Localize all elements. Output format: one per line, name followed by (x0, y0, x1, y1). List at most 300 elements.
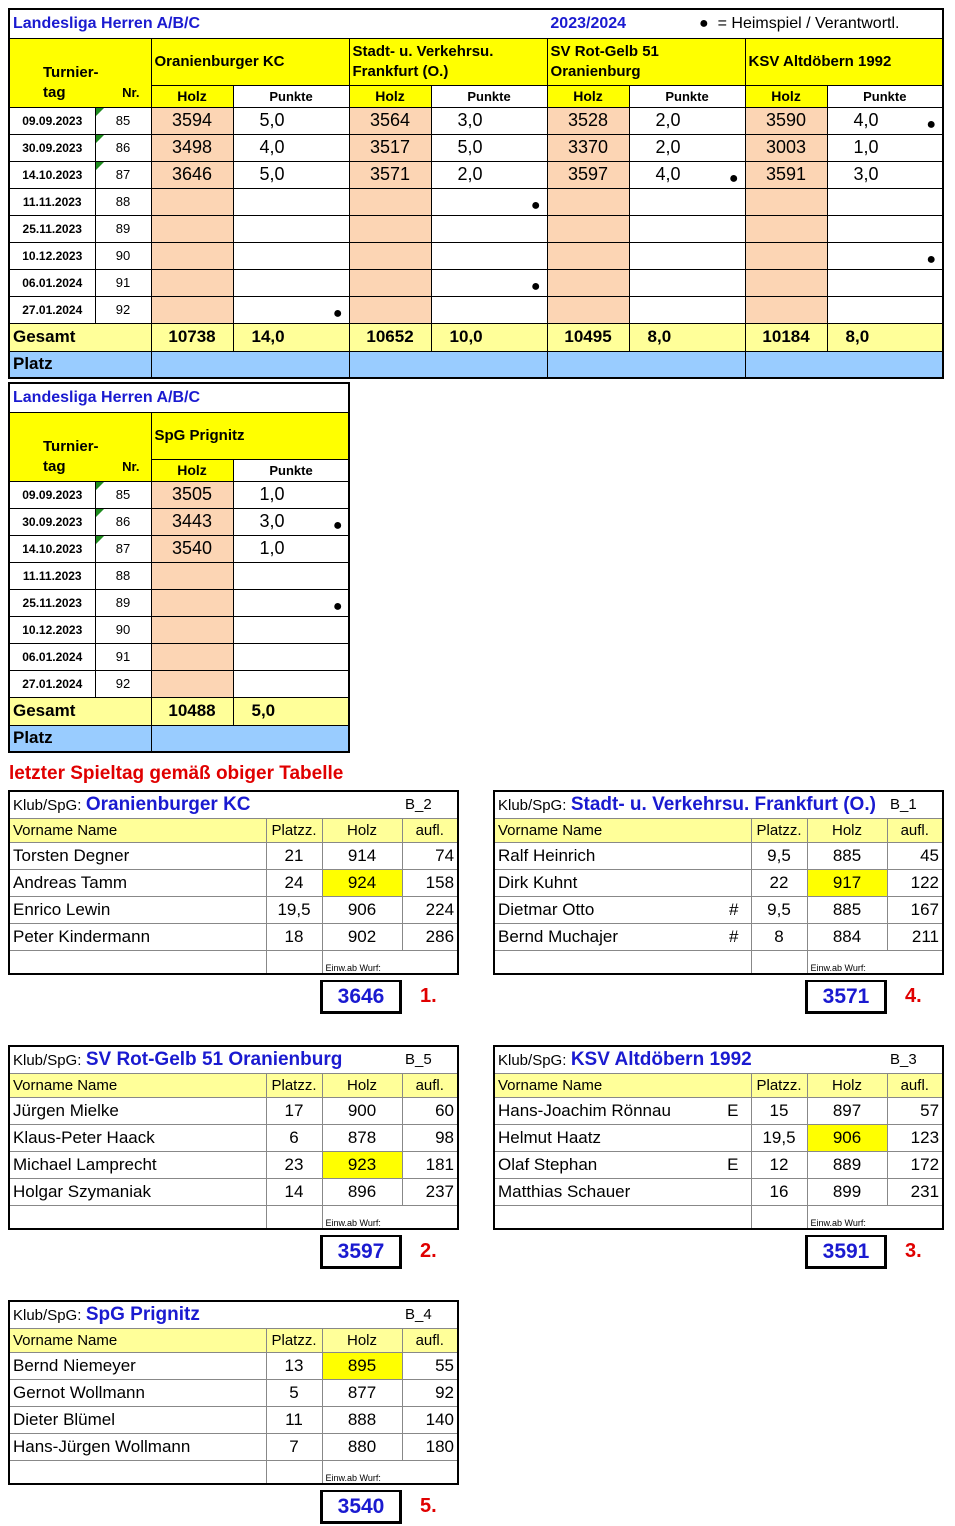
name-header: Vorname Name (9, 1328, 266, 1352)
tag-label: tag (43, 83, 66, 101)
empty-cell (9, 1205, 266, 1229)
punkte-cell (431, 215, 547, 242)
platzz-header: Platzz. (266, 818, 322, 842)
player-row (9, 1379, 458, 1406)
player-name-cell (9, 1433, 266, 1460)
player-holz: 899 (807, 1178, 887, 1205)
tag-label: tag (43, 457, 66, 475)
team-rank: 3. (905, 1240, 922, 1262)
player-name-cell (9, 869, 266, 896)
player-holz: 878 (322, 1124, 402, 1151)
club-name: KSV Altdöbern 1992 (570, 1048, 752, 1070)
name-header: Vorname Name (9, 818, 266, 842)
match-date: 25.11.2023 (9, 215, 95, 242)
holz-cell (151, 643, 233, 670)
match-date: 30.09.2023 (9, 134, 95, 161)
holz-cell (151, 562, 233, 589)
player-name-cell (494, 1124, 751, 1151)
player-aufl: 180 (402, 1433, 458, 1460)
einw-label: Einw.ab Wurf: (807, 1205, 943, 1229)
team-lineup (8, 790, 459, 975)
player-row (494, 842, 943, 869)
match-row (9, 535, 349, 562)
punkte-cell (233, 269, 349, 296)
total-holz: 10738 (151, 323, 233, 351)
match-date: 27.01.2024 (9, 296, 95, 323)
player-mark: # (729, 926, 739, 946)
holz-cell: 3540 (151, 535, 233, 562)
team-rank: 1. (420, 985, 437, 1007)
player-name: Andreas Tamm (13, 872, 128, 892)
match-nr-value: 89 (115, 595, 131, 610)
player-name: Hans-Jürgen Wollmann (13, 1436, 191, 1456)
player-platz: 17 (266, 1097, 322, 1124)
match-date: 27.01.2024 (9, 670, 95, 697)
player-platz: 13 (266, 1352, 322, 1379)
player-name-cell (494, 923, 751, 950)
comment-indicator (96, 135, 104, 143)
punkte-cell (233, 589, 349, 616)
player-aufl: 167 (887, 896, 943, 923)
team-name: SV Rot-Gelb 51 (550, 42, 659, 60)
player-holz: 895 (322, 1352, 402, 1379)
punkte-cell (233, 508, 349, 535)
holz-cell: 3594 (151, 107, 233, 134)
holz-cell (547, 242, 629, 269)
einw-label: Einw.ab Wurf: (807, 950, 943, 974)
player-name-cell (494, 1097, 751, 1124)
punkte-value: 2,0 (457, 164, 483, 184)
club-header (9, 791, 458, 818)
match-row (9, 508, 349, 535)
player-platz: 24 (266, 869, 322, 896)
team-name: Oranienburger KC (154, 52, 285, 70)
punkte-value: 5,0 (259, 164, 285, 184)
league-title: Landesliga Herren A/B/C (13, 388, 201, 406)
holz-cell: 3597 (547, 161, 629, 188)
match-row (9, 107, 943, 134)
player-name: Matthias Schauer (498, 1181, 631, 1201)
club-id: B_4 (405, 1306, 432, 1323)
club-name: Oranienburger KC (85, 793, 251, 815)
team-name: KSV Altdöbern 1992 (748, 52, 892, 70)
player-name: Torsten Degner (13, 845, 130, 865)
player-row (494, 923, 943, 950)
match-nr (95, 481, 151, 508)
punkte-cell (629, 188, 745, 215)
match-nr (95, 670, 151, 697)
club-prefix: Klub/SpG: (13, 796, 82, 814)
punkte-cell (233, 562, 349, 589)
player-aufl: 286 (402, 923, 458, 950)
player-platz: 8 (751, 923, 807, 950)
holz-cell: 3564 (349, 107, 431, 134)
platz-cell (745, 351, 943, 378)
player-platz: 9,5 (751, 896, 807, 923)
comment-indicator (96, 108, 104, 116)
player-aufl: 224 (402, 896, 458, 923)
match-nr-value: 87 (115, 167, 131, 182)
player-aufl: 45 (887, 842, 943, 869)
player-platz: 7 (266, 1433, 322, 1460)
holz-cell: 3517 (349, 134, 431, 161)
punkte-cell (233, 134, 349, 161)
comment-indicator (96, 509, 104, 517)
home-game-dot: ● (926, 115, 937, 133)
player-platz: 14 (266, 1178, 322, 1205)
match-date: 14.10.2023 (9, 161, 95, 188)
holz-cell (547, 188, 629, 215)
punkte-value: 1,0 (853, 137, 879, 157)
platzz-header: Platzz. (266, 1328, 322, 1352)
empty-cell (494, 1205, 751, 1229)
match-nr-value: 86 (115, 140, 131, 155)
club-id: B_1 (890, 796, 917, 813)
match-date: 11.11.2023 (9, 562, 95, 589)
punkte-cell (827, 269, 943, 296)
punkte-cell (629, 215, 745, 242)
empty-cell (751, 1205, 807, 1229)
holz-cell (745, 215, 827, 242)
holz-header: Holz (322, 818, 402, 842)
punkte-cell (233, 643, 349, 670)
player-holz: 914 (322, 842, 402, 869)
player-holz: 902 (322, 923, 402, 950)
player-aufl: 74 (402, 842, 458, 869)
match-date: 06.01.2024 (9, 643, 95, 670)
match-nr (95, 269, 151, 296)
punkte-header: Punkte (233, 85, 349, 107)
punkte-cell (233, 242, 349, 269)
player-platz: 15 (751, 1097, 807, 1124)
league-title: Landesliga Herren A/B/C (13, 14, 201, 32)
punkte-header: Punkte (431, 85, 547, 107)
player-name: Peter Kindermann (13, 926, 151, 946)
total-punkte: 8,0 (629, 323, 745, 351)
holz-cell (547, 269, 629, 296)
club-header (9, 1046, 458, 1073)
holz-cell (547, 215, 629, 242)
player-name-cell (9, 923, 266, 950)
player-aufl: 140 (402, 1406, 458, 1433)
match-nr-value: 90 (115, 248, 131, 263)
gesamt-label: Gesamt (9, 697, 151, 725)
holz-cell (349, 242, 431, 269)
aufl-header: aufl. (887, 818, 943, 842)
holz-header: Holz (349, 85, 431, 107)
punkte-cell (827, 215, 943, 242)
match-date: 14.10.2023 (9, 535, 95, 562)
player-holz: 884 (807, 923, 887, 950)
player-row (9, 1151, 458, 1178)
player-holz: 906 (322, 896, 402, 923)
match-nr-value: 92 (115, 676, 131, 691)
holz-header: Holz (322, 1073, 402, 1097)
punkte-cell (233, 107, 349, 134)
holz-cell: 3443 (151, 508, 233, 535)
punkte-value: 3,0 (259, 511, 285, 531)
match-row (9, 481, 349, 508)
total-punkte: 8,0 (827, 323, 943, 351)
player-platz: 6 (266, 1124, 322, 1151)
match-date: 06.01.2024 (9, 269, 95, 296)
player-row (9, 896, 458, 923)
player-holz: 889 (807, 1151, 887, 1178)
holz-cell (151, 242, 233, 269)
holz-cell (745, 188, 827, 215)
punkte-cell (233, 616, 349, 643)
match-date: 10.12.2023 (9, 242, 95, 269)
team-rank: 2. (420, 1240, 437, 1262)
punkte-cell (629, 242, 745, 269)
holz-header: Holz (322, 1328, 402, 1352)
player-name-cell (494, 896, 751, 923)
einw-label: Einw.ab Wurf: (322, 1460, 458, 1484)
empty-cell (9, 1460, 266, 1484)
holz-cell (349, 269, 431, 296)
player-aufl: 237 (402, 1178, 458, 1205)
total-holz: 10495 (547, 323, 629, 351)
player-row (9, 1178, 458, 1205)
turnier-label: Turnier- (43, 63, 99, 81)
punkte-cell (233, 481, 349, 508)
player-name-cell (9, 1097, 266, 1124)
total-row (9, 323, 943, 351)
match-nr-value: 90 (115, 622, 131, 637)
match-row (9, 643, 349, 670)
player-name: Bernd Muchajer (498, 926, 619, 946)
team-total: 3597 (320, 1235, 402, 1269)
player-holz: 880 (322, 1433, 402, 1460)
platzz-header: Platzz. (751, 1073, 807, 1097)
player-aufl: 55 (402, 1352, 458, 1379)
home-game-dot: ● (332, 304, 343, 322)
match-row (9, 616, 349, 643)
punkte-cell (827, 296, 943, 323)
player-holz: 900 (322, 1097, 402, 1124)
platz-label: Platz (9, 351, 151, 378)
match-nr (95, 589, 151, 616)
match-row (9, 269, 943, 296)
team-name-line2: Frankfurt (O.) (352, 62, 449, 80)
player-aufl: 231 (887, 1178, 943, 1205)
punkte-value: 5,0 (457, 137, 483, 157)
match-nr-value: 88 (115, 194, 131, 209)
team-total: 3646 (320, 980, 402, 1014)
team-total: 3540 (320, 1490, 402, 1524)
player-name: Jürgen Mielke (13, 1100, 119, 1120)
comment-indicator (96, 536, 104, 544)
player-name: Michael Lamprecht (13, 1154, 157, 1174)
punkte-cell (431, 242, 547, 269)
holz-header: Holz (547, 85, 629, 107)
punkte-cell (629, 107, 745, 134)
total-punkte: 10,0 (431, 323, 547, 351)
comment-indicator (96, 162, 104, 170)
player-row (9, 1352, 458, 1379)
punkte-value: 4,0 (853, 110, 879, 130)
match-nr (95, 562, 151, 589)
aufl-header: aufl. (402, 818, 458, 842)
punkte-value: 3,0 (853, 164, 879, 184)
club-header (9, 1301, 458, 1328)
player-row (9, 1433, 458, 1460)
player-aufl: 60 (402, 1097, 458, 1124)
player-platz: 19,5 (266, 896, 322, 923)
player-name-cell (9, 1178, 266, 1205)
legend-text: = Heimspiel / Verantwortl. (717, 14, 900, 32)
player-holz: 906 (807, 1124, 887, 1151)
match-row (9, 562, 349, 589)
team-total: 3571 (805, 980, 887, 1014)
player-aufl: 172 (887, 1151, 943, 1178)
holz-header: Holz (807, 818, 887, 842)
match-nr-value: 91 (115, 275, 131, 290)
match-row (9, 589, 349, 616)
aufl-header: aufl. (887, 1073, 943, 1097)
empty-cell (266, 950, 322, 974)
player-name: Ralf Heinrich (498, 845, 596, 865)
aufl-header: aufl. (402, 1073, 458, 1097)
team-name: SpG Prignitz (154, 426, 245, 444)
punkte-cell (233, 161, 349, 188)
player-row (9, 1097, 458, 1124)
player-name-cell (9, 896, 266, 923)
club-header (494, 791, 943, 818)
player-name: Dietmar Otto (498, 899, 595, 919)
punkte-cell (431, 188, 547, 215)
player-holz: 924 (322, 869, 402, 896)
holz-cell (745, 242, 827, 269)
player-holz: 897 (807, 1097, 887, 1124)
empty-cell (9, 950, 266, 974)
punkte-value: 1,0 (259, 484, 285, 504)
platz-cell (151, 725, 349, 752)
player-mark: E (727, 1154, 739, 1174)
holz-cell (151, 215, 233, 242)
player-name: Klaus-Peter Haack (13, 1127, 155, 1147)
player-aufl: 57 (887, 1097, 943, 1124)
player-aufl: 123 (887, 1124, 943, 1151)
player-platz: 9,5 (751, 842, 807, 869)
punkte-cell (629, 134, 745, 161)
holz-header: Holz (807, 1073, 887, 1097)
platz-cell (349, 351, 547, 378)
punkte-cell (431, 161, 547, 188)
turnier-tag-header (9, 38, 151, 107)
punkte-cell (233, 188, 349, 215)
team-header (151, 412, 349, 459)
match-row (9, 134, 943, 161)
name-header: Vorname Name (494, 1073, 751, 1097)
aufl-header: aufl. (402, 1328, 458, 1352)
team-lineup (8, 1045, 459, 1230)
player-row (494, 1097, 943, 1124)
einw-label: Einw.ab Wurf: (322, 1205, 458, 1229)
platz-cell (151, 351, 349, 378)
total-holz: 10488 (151, 697, 233, 725)
holz-cell: 3590 (745, 107, 827, 134)
match-nr (95, 616, 151, 643)
player-row (494, 896, 943, 923)
match-date: 09.09.2023 (9, 481, 95, 508)
punkte-cell (431, 296, 547, 323)
player-row (9, 923, 458, 950)
punkte-value: 5,0 (259, 110, 285, 130)
last-matchday-note: letzter Spieltag gemäß obiger Tabelle (9, 763, 344, 784)
punkte-header: Punkte (233, 459, 349, 481)
holz-cell (349, 215, 431, 242)
punkte-cell (827, 242, 943, 269)
player-name: Dieter Blümel (13, 1409, 116, 1429)
match-nr-value: 87 (115, 541, 131, 556)
club-id: B_5 (405, 1051, 432, 1068)
punkte-cell (233, 296, 349, 323)
club-prefix: Klub/SpG: (13, 1051, 82, 1069)
holz-cell (349, 188, 431, 215)
match-nr (95, 508, 151, 535)
match-row (9, 670, 349, 697)
total-holz: 10652 (349, 323, 431, 351)
match-nr (95, 643, 151, 670)
player-name: Dirk Kuhnt (498, 872, 578, 892)
team-total: 3591 (805, 1235, 887, 1269)
club-name: SV Rot-Gelb 51 Oranienburg (85, 1048, 343, 1070)
holz-cell (151, 188, 233, 215)
holz-cell (151, 589, 233, 616)
punkte-cell (233, 215, 349, 242)
home-game-dot: ● (332, 516, 343, 534)
match-nr-value: 92 (115, 302, 131, 317)
team-rank: 5. (420, 1495, 437, 1517)
match-date: 30.09.2023 (9, 508, 95, 535)
turnier-tag-header (9, 412, 151, 481)
player-name: Olaf Stephan (498, 1154, 598, 1174)
punkte-cell (827, 161, 943, 188)
player-row (494, 1151, 943, 1178)
player-name-cell (494, 1178, 751, 1205)
player-aufl: 92 (402, 1379, 458, 1406)
empty-cell (494, 950, 751, 974)
holz-cell (547, 296, 629, 323)
legend-dot: ● (699, 14, 709, 32)
player-name-cell (9, 1124, 266, 1151)
match-nr-value: 86 (115, 514, 131, 529)
player-name-cell (494, 869, 751, 896)
player-holz: 885 (807, 842, 887, 869)
player-row (494, 1124, 943, 1151)
nr-label: Nr. (122, 458, 140, 474)
match-row (9, 215, 943, 242)
player-aufl: 98 (402, 1124, 458, 1151)
club-name: Stadt- u. Verkehrsu. Frankfurt (O.) (570, 793, 876, 815)
empty-cell (266, 1205, 322, 1229)
nr-label: Nr. (122, 84, 140, 100)
punkte-cell (827, 107, 943, 134)
total-punkte: 5,0 (233, 697, 349, 725)
club-prefix: Klub/SpG: (498, 1051, 567, 1069)
player-aufl: 181 (402, 1151, 458, 1178)
player-platz: 16 (751, 1178, 807, 1205)
platzz-header: Platzz. (266, 1073, 322, 1097)
punkte-value: 3,0 (457, 110, 483, 130)
punkte-header: Punkte (827, 85, 943, 107)
punkte-value: 2,0 (655, 137, 681, 157)
holz-cell: 3528 (547, 107, 629, 134)
player-holz: 917 (807, 869, 887, 896)
player-row (9, 1406, 458, 1433)
punkte-cell (827, 188, 943, 215)
